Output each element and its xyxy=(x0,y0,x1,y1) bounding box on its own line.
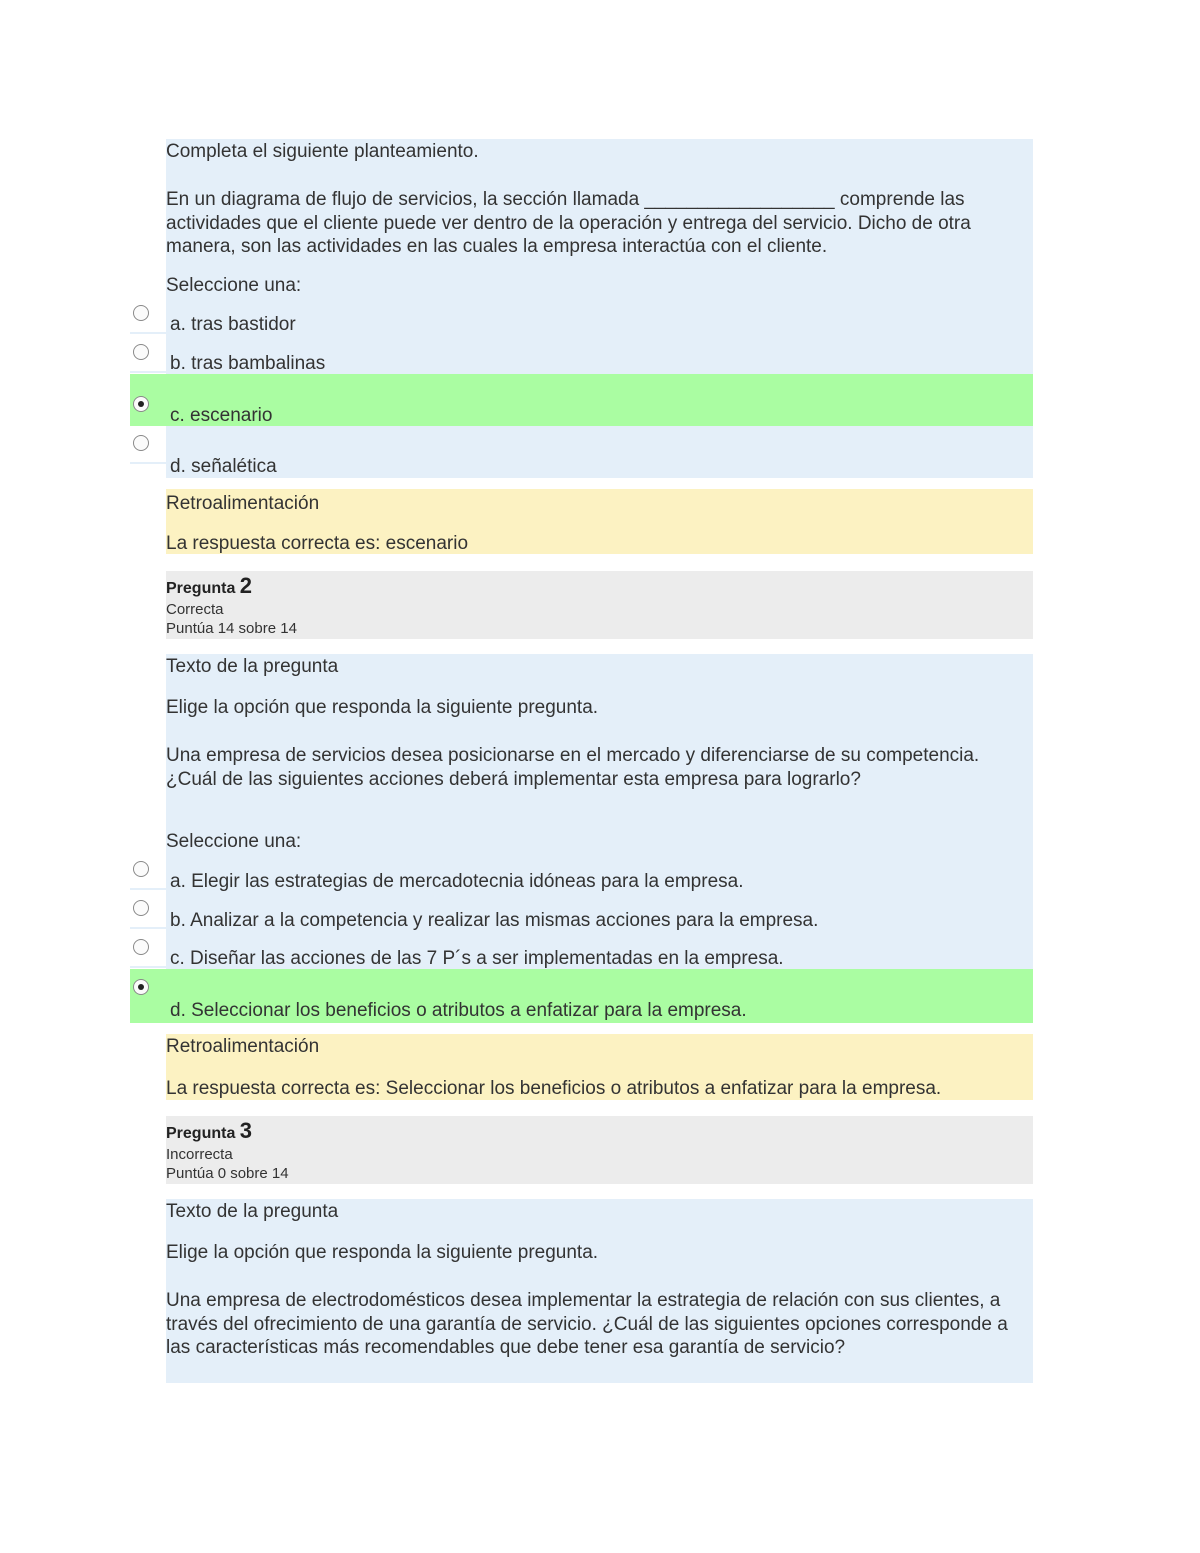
q2-option-d-radio[interactable] xyxy=(133,979,149,995)
q2-option-c-label[interactable]: c. Diseñar las acciones de las 7 P´s a ser implementadas en la empresa. xyxy=(170,948,784,969)
question-1-feedback-text: La respuesta correcta es: escenario xyxy=(166,533,469,554)
q1-option-c-label[interactable]: c. escenario xyxy=(170,405,273,426)
question-1-intro: Completa el siguiente planteamiento. xyxy=(166,141,479,162)
q2-option-c-radio[interactable] xyxy=(133,939,149,955)
q1-option-d-label[interactable]: d. señalética xyxy=(170,456,277,477)
question-number: 3 xyxy=(239,1118,253,1143)
question-1-body: En un diagrama de flujo de servicios, la sección llamada __________________ comprende las actividades que el cliente puede ver dentro de la operación y entrega del servicio. Dicho de otra manera, son las actividades en las cuales la empresa interactúa con el cliente. xyxy=(166,189,971,257)
option-separator xyxy=(130,462,166,464)
question-2-header xyxy=(166,573,252,599)
question-3-intro: Elige la opción que responda la siguiente pregunta. xyxy=(166,1242,599,1263)
question-3-info-panel xyxy=(166,1116,1033,1184)
question-3-body: Una empresa de electrodomésticos desea implementar la estrategia de relación con sus clientes, a través del ofrecimiento de una garantía de servicio. ¿Cuál de las siguientes opciones corresponde a las características más recomendables que debe tener esa garantía de servicio? xyxy=(166,1290,1008,1358)
option-separator xyxy=(130,888,166,890)
question-header-label: Pregunta xyxy=(166,580,236,597)
option-separator xyxy=(130,371,166,373)
q1-option-b-radio[interactable] xyxy=(133,344,149,360)
question-number: 2 xyxy=(239,573,253,598)
q2-option-a-label[interactable]: a. Elegir las estrategias de mercadotecnia idóneas para la empresa. xyxy=(170,871,744,892)
question-3-text-title: Texto de la pregunta xyxy=(166,1201,339,1222)
question-2-intro: Elige la opción que responda la siguiente pregunta. xyxy=(166,697,599,718)
question-1-feedback-title: Retroalimentación xyxy=(166,493,320,514)
option-separator xyxy=(130,332,166,334)
q1-option-b-label[interactable]: b. tras bambalinas xyxy=(170,353,326,374)
q1-option-a-label[interactable]: a. tras bastidor xyxy=(170,314,296,335)
question-2-feedback-title: Retroalimentación xyxy=(166,1036,320,1057)
question-2-text-title: Texto de la pregunta xyxy=(166,656,339,677)
q1-option-d-radio[interactable] xyxy=(133,435,149,451)
question-2-select-label: Seleccione una: xyxy=(166,831,302,852)
question-2-status: Correcta xyxy=(166,601,224,618)
question-2-feedback-text: La respuesta correcta es: Seleccionar los beneficios o atributos a enfatizar para la empresa. xyxy=(166,1078,942,1099)
question-2-body: Una empresa de servicios desea posicionarse en el mercado y diferenciarse de su competencia. ¿Cuál de las siguientes acciones deberá implementar esta empresa para lograrlo? xyxy=(166,745,980,790)
question-1-select-label: Seleccione una: xyxy=(166,275,302,296)
q2-option-b-radio[interactable] xyxy=(133,900,149,916)
question-3-status: Incorrecta xyxy=(166,1146,233,1163)
option-separator xyxy=(130,966,166,968)
q1-option-a-radio[interactable] xyxy=(133,305,149,321)
q2-option-b-label[interactable]: b. Analizar a la competencia y realizar las mismas acciones para la empresa. xyxy=(170,910,819,931)
question-3-score: Puntúa 0 sobre 14 xyxy=(166,1165,289,1182)
question-2-score: Puntúa 14 sobre 14 xyxy=(166,620,297,637)
q1-option-c-radio[interactable] xyxy=(133,396,149,412)
question-3-header xyxy=(166,1118,252,1144)
q2-option-a-radio[interactable] xyxy=(133,861,149,877)
question-header-label: Pregunta xyxy=(166,1125,236,1142)
q2-option-d-label[interactable]: d. Seleccionar los beneficios o atributos a enfatizar para la empresa. xyxy=(170,1000,747,1021)
option-separator xyxy=(130,927,166,929)
